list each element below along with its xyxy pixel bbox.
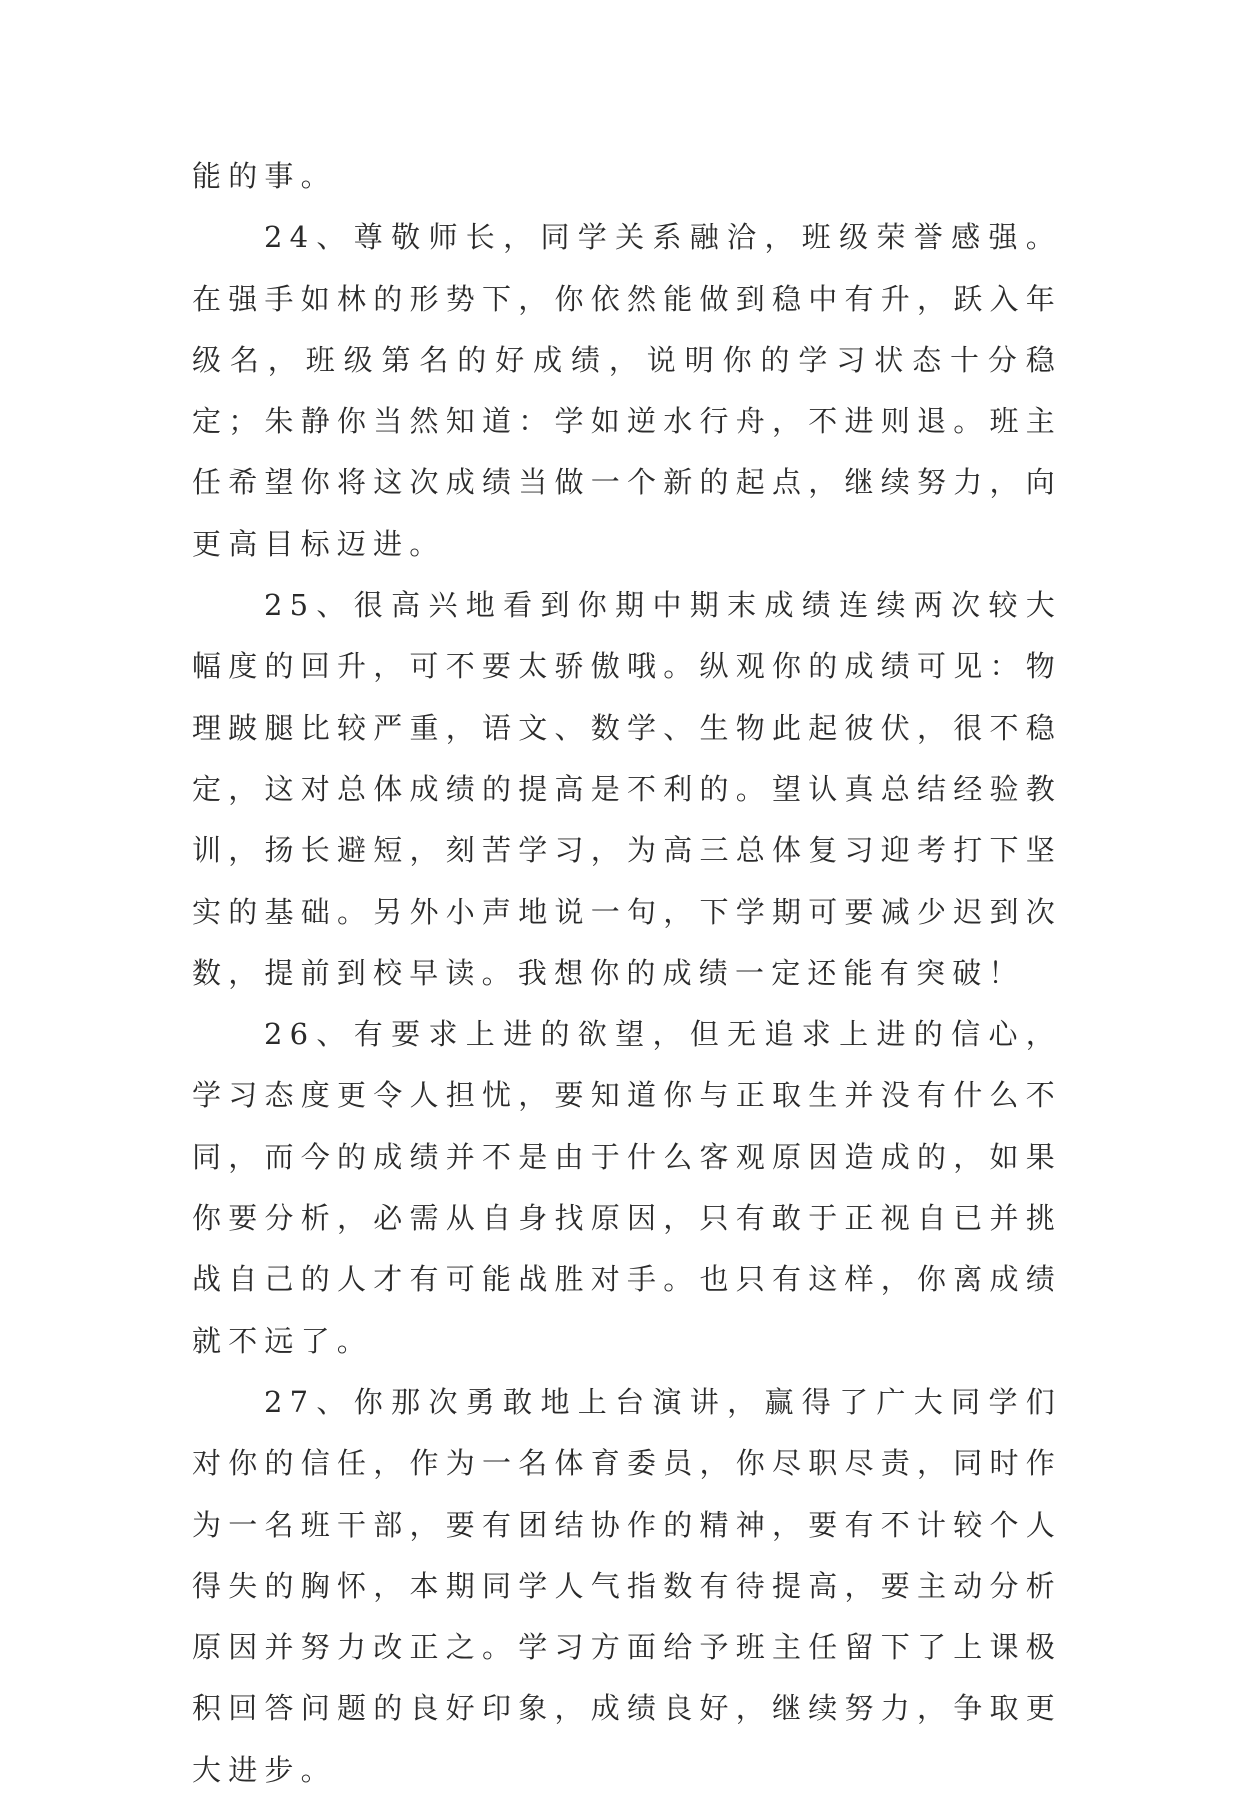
document-body — [192, 146, 1062, 1801]
paragraph-continuation: 能的事。 — [192, 159, 337, 193]
paragraph-24: 24、尊敬师长，同学关系融洽，班级荣誉感强。在强手如林的形势下，你依然能做到稳中有升，跃入年级名，班级第名的好成绩，说明你的学习状态十分稳定；朱静你当然知道：学如逆水行舟，不进则退。班主任希望你将这次成绩当做一个新的起点，继续努力，向更高目标迈进。 — [192, 220, 1062, 561]
paragraph-27: 27、你那次勇敢地上台演讲，赢得了广大同学们对你的信任，作为一名体育委员，你尽职尽责，同时作为一名班干部，要有团结协作的精神，要有不计较个人得失的胸怀，本期同学人气指数有待提高，要主动分析原因并努力改正之。学习方面给予班主任留下了上课极积回答问题的良好印象，成绩良好，继续努力，争取更大进步。 — [192, 1384, 1062, 1787]
paragraph-25: 25、很高兴地看到你期中期末成绩连续两次较大幅度的回升，可不要太骄傲哦。纵观你的成绩可见：物理跛腿比较严重，语文、数学、生物此起彼伏，很不稳定，这对总体成绩的提高是不利的。望认真总结经验教训，扬长避短，刻苦学习，为高三总体复习迎考打下坚实的基础。另外小声地说一句，下学期可要减少迟到次数，提前到校早读。我想你的成绩一定还能有突破！ — [192, 588, 1062, 990]
paragraph-26: 26、有要求上进的欲望，但无追求上进的信心，学习态度更令人担忧，要知道你与正取生并没有什么不同，而今的成绩并不是由于什么客观原因造成的，如果你要分析，必需从自身找原因，只有敢于正视自已并挑战自己的人才有可能战胜对手。也只有这样，你离成绩就不远了。 — [192, 1017, 1062, 1358]
